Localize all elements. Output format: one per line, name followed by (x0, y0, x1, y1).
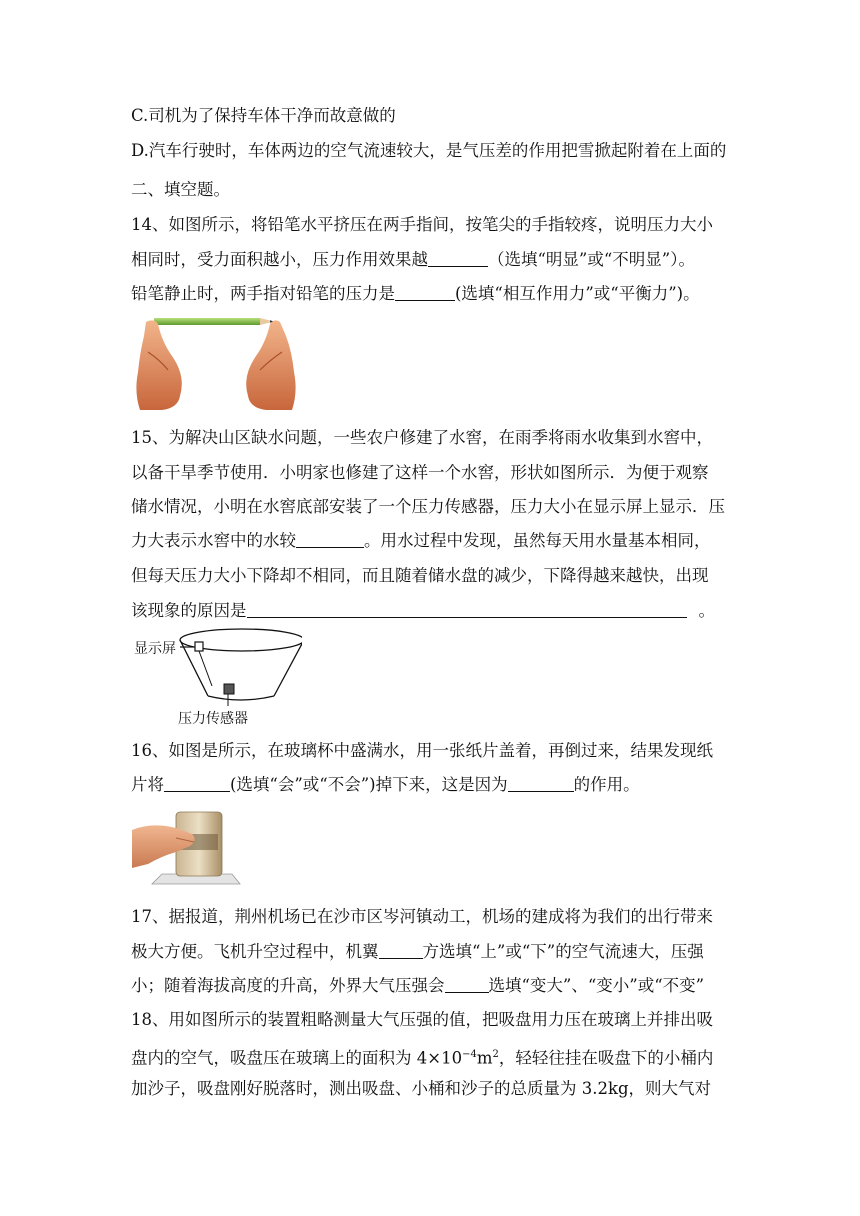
q17-blank-1[interactable] (379, 942, 423, 959)
q18-text: 盘内的空气，吸盘压在玻璃上的面积为 4×10 (131, 1048, 463, 1068)
q15-text: 力大表示水窖中的水较 (131, 531, 296, 550)
q15-line-3: 储水情况，小明在水窖底部安装了一个压力传感器，压力大小在显示屏上显示．压 (131, 497, 725, 516)
q15-text: 。用水过程中发现，虽然每天用水量基本相同， (364, 531, 711, 550)
q18-square: 2 (492, 1049, 499, 1060)
q17-line-1: 17、据报道，荆州机场已在沙市区岑河镇动工，机场的建成将为我们的出行带来 (131, 907, 713, 926)
q15-text: 该现象的原因是 (131, 601, 247, 620)
q18-text: ，轻轻往挂在吸盘下的小桶内 (498, 1048, 714, 1068)
pressure-sensor (224, 684, 234, 694)
display-screen-label: 显示屏 (134, 641, 176, 657)
q17-text: 选填“变大”、“变小”或“不变” (488, 976, 705, 995)
q17-text: 方选填“上”或“下”的空气流速大，压强 (422, 942, 704, 961)
q14-text: 铅笔静止时，两手指对铅笔的压力是 (131, 284, 395, 303)
q14-blank-2[interactable] (395, 284, 455, 301)
display-screen (195, 642, 203, 651)
q15-blank-2[interactable] (247, 601, 687, 618)
q17-text: 小；随着海拔高度的升高，外界大气压强会 (131, 976, 445, 995)
q14-line-2 (131, 250, 695, 270)
q15-blank-1[interactable] (296, 531, 364, 548)
pencil-fingers-figure (132, 312, 300, 412)
q16-text: 片将 (131, 775, 164, 794)
q14-blank-1[interactable] (428, 250, 488, 267)
q18-line-3: 加沙子，吸盘刚好脱落时，测出吸盘、小桶和沙子的总质量为 3.2kg，则大气对 (131, 1079, 712, 1098)
q16-text: (选填“会”或“不会”)掉下来，这是因为 (230, 775, 508, 794)
q17-line-3 (131, 976, 704, 996)
q18-exponent: −4 (462, 1049, 477, 1060)
q15-text: 。 (698, 601, 715, 620)
q14-text: （选填“明显”或“不明显”）。 (488, 250, 695, 269)
q14-line-3 (131, 284, 700, 304)
section-title: 二、填空题。 (131, 180, 230, 199)
q16-text: 的作用。 (573, 775, 640, 794)
right-hand (246, 320, 295, 410)
q15-line-5: 但每天压力大小下降却不相同，而且随着储水盘的减少，下降得越来越快，出现 (131, 566, 709, 585)
q16-blank-1[interactable] (164, 775, 230, 792)
q17-blank-2[interactable] (445, 976, 489, 993)
q15-line-1: 15、为解决山区缺水问题，一些农户修建了水窖，在雨季将雨水收集到水窖中， (131, 428, 713, 447)
q14-text: (选填“相互作用力”或“平衡力”)。 (455, 284, 700, 303)
q16-blank-2[interactable] (508, 775, 574, 792)
q17-text: 极大方便。飞机升空过程中，机翼 (131, 942, 379, 961)
q14-text: 相同时，受力面积越小，压力作用效果越 (131, 250, 428, 269)
q15-line-4 (131, 531, 711, 551)
option-d: D.汽车行驶时，车体两边的空气流速较大，是气压差的作用把雪掀起附着在上面的 (131, 141, 727, 160)
q17-line-2 (131, 942, 704, 962)
cellar-bottom (208, 696, 274, 700)
q15-line-2: 以备干旱季节使用．小明家也修建了这样一个水窖，形状如图所示．为便于观察 (131, 463, 709, 482)
inverted-glass-figure (132, 804, 244, 888)
q18-line-1: 18、用如图所示的装置粗略测量大气压强的值，把吸盘用力压在玻璃上并排出吸 (131, 1010, 713, 1029)
q16-line-2 (131, 775, 640, 795)
q18-line-2 (131, 1045, 713, 1069)
pencil-body (154, 318, 260, 325)
water-cellar-figure (132, 626, 302, 726)
q16-line-1: 16、如图是所示，在玻璃杯中盛满水，用一张纸片盖着，再倒过来，结果发现纸 (131, 741, 713, 760)
option-c: C.司机为了保持车体干净而故意做的 (131, 106, 396, 125)
left-hand (136, 320, 181, 410)
q14-line-1: 14、如图所示，将铅笔水平挤压在两手指间，按笔尖的手指较疼，说明压力大小 (131, 215, 713, 234)
q18-unit: m (476, 1048, 493, 1068)
q15-line-6 (131, 601, 715, 621)
pressure-sensor-label: 压力传感器 (178, 711, 248, 727)
